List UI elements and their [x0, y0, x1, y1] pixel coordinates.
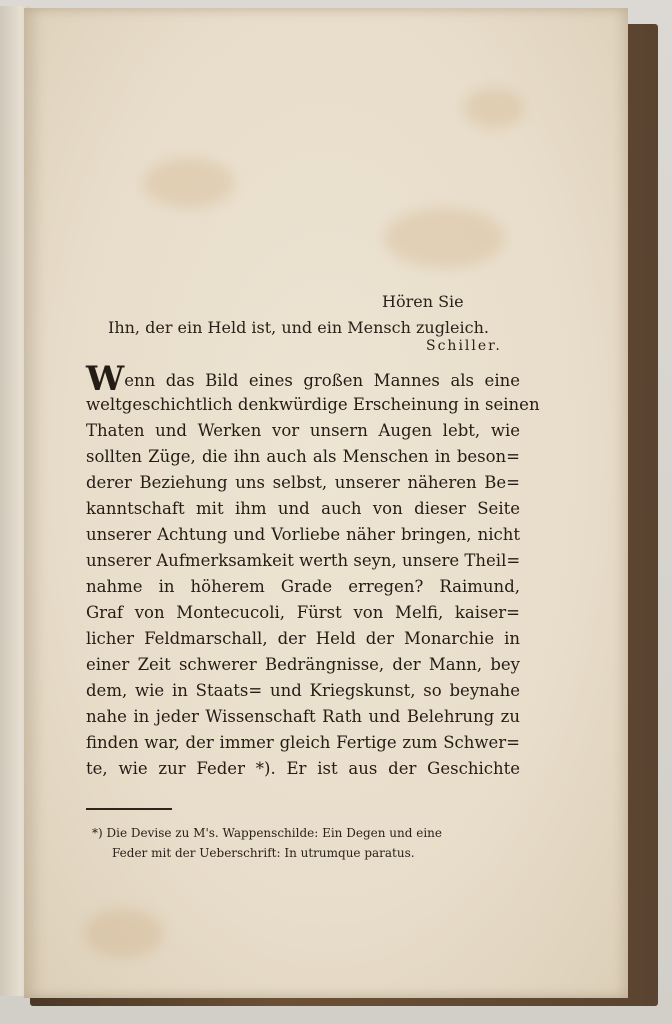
footnote-line-1: *) Die Devise zu M's. Wappenschilde: Ein Degen und eine [92, 826, 442, 840]
foxing-stain [464, 88, 524, 128]
body-line: weltgeschichtlich denkwürdige Erscheinung in seinen [86, 395, 540, 414]
body-line: nahme in höherem Grade erregen? Raimund, [86, 577, 520, 596]
motto-line-2: Ihn, der ein Held ist, und ein Mensch zugleich. [108, 318, 489, 337]
motto-author: Schiller. [426, 338, 502, 354]
footnote-line-2: Feder mit der Ueberschrift: In utrumque paratus. [112, 846, 415, 860]
body-text [86, 359, 540, 782]
body-line: Thaten und Werken vor unsern Augen lebt, wie [86, 421, 520, 440]
motto-line-1: Hören Sie [382, 292, 464, 311]
footnote-rule [86, 808, 172, 810]
body-line: nahe in jeder Wissenschaft Rath und Belehrung zu [86, 707, 520, 726]
foxing-stain [84, 908, 164, 958]
body-line: te, wie zur Feder *). Er ist aus der Geschichte [86, 759, 520, 778]
body-line: derer Beziehung uns selbst, unserer näheren Be= [86, 473, 520, 492]
body-line: Graf von Montecucoli, Fürst von Melfi, kaiser= [86, 603, 520, 622]
foxing-stain [384, 208, 504, 268]
foxing-stain [144, 158, 234, 208]
body-line: Wenn das Bild eines großen Mannes als eine [86, 359, 520, 399]
body-line: unserer Aufmerksamkeit werth seyn, unsere Theil= [86, 551, 521, 570]
body-line: dem, wie in Staats= und Kriegskunst, so beynahe [86, 681, 520, 700]
drop-cap: W [86, 359, 125, 399]
body-line: einer Zeit schwerer Bedrängnisse, der Mann, bey [86, 655, 520, 674]
body-line: unserer Achtung und Vorliebe näher bringen, nicht [86, 525, 520, 544]
body-line: sollten Züge, die ihn auch als Menschen in beson= [86, 447, 520, 466]
body-line: kanntschaft mit ihm und auch von dieser Seite [86, 499, 520, 518]
body-line: finden war, der immer gleich Fertige zum Schwer= [86, 733, 520, 752]
body-line: licher Feldmarschall, der Held der Monarchie in [86, 629, 520, 648]
